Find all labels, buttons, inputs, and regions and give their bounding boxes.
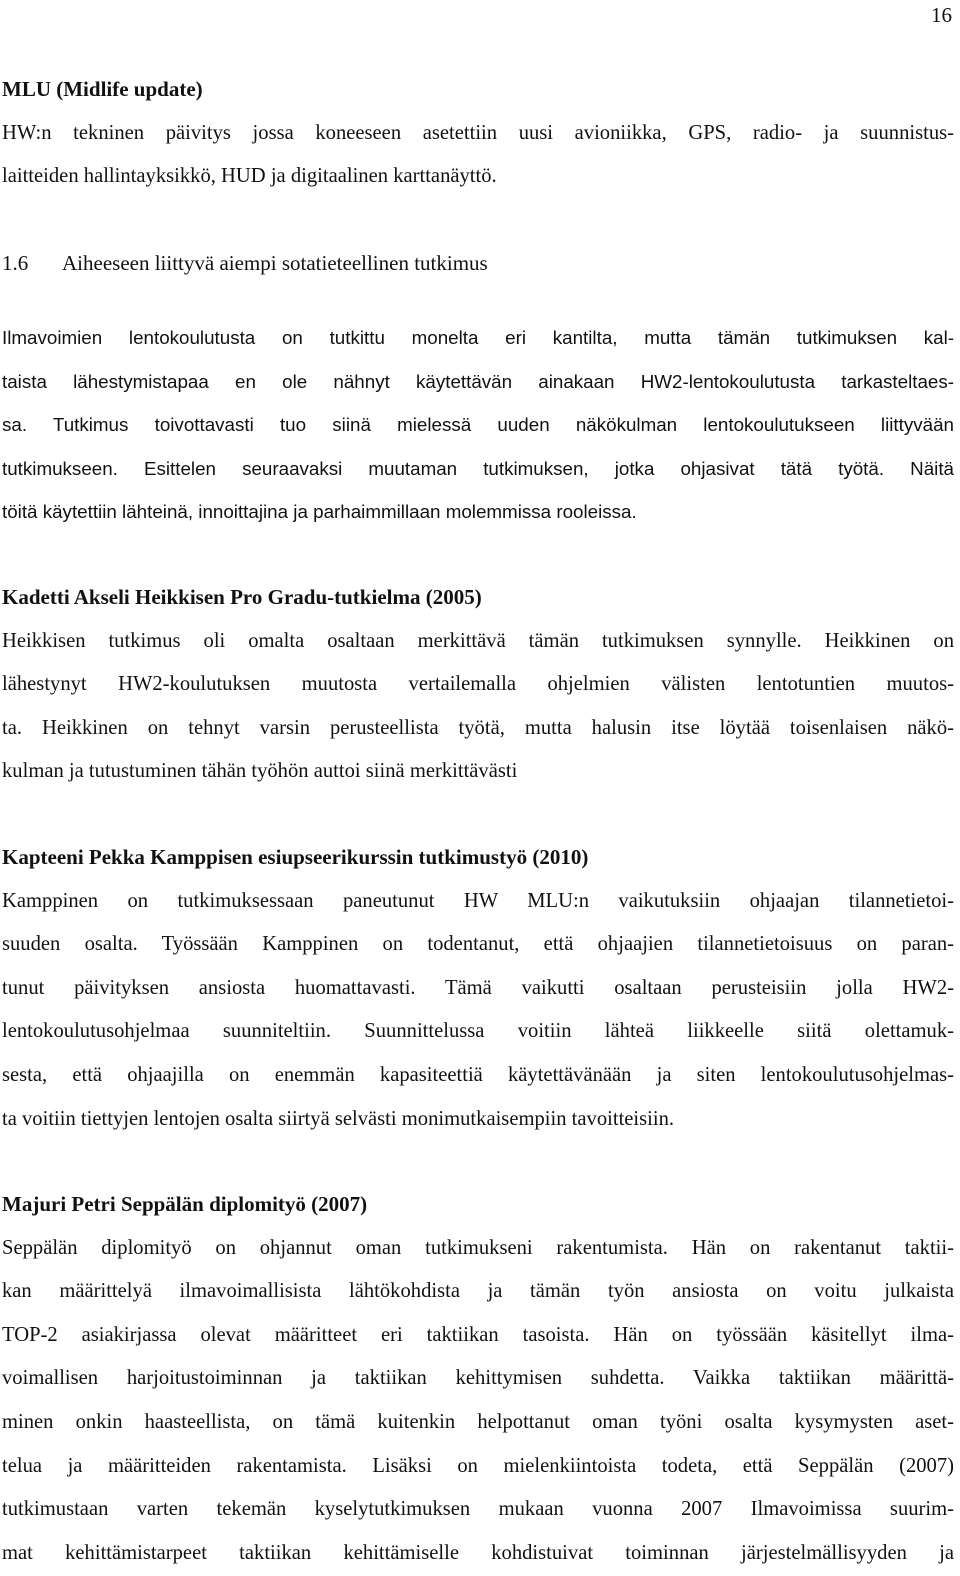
seppala-heading: Majuri Petri Seppälän diplomityö (2007) [2, 1192, 368, 1216]
paragraph-line: ta. Heikkinen on tehnyt varsin perusteellista työtä, mutta halusin itse löytää toisenlaisen näkö- [2, 716, 954, 739]
paragraph-line: ta voitiin tiettyjen lentojen osalta siirtyä selvästi monimutkaisempiin tavoitteisiin. [2, 1107, 675, 1130]
section-intro-paragraph [2, 316, 954, 534]
paragraph-line: kulman ja tutustuminen tähän työhön auttoi siinä merkittävästi [2, 760, 518, 783]
paragraph-line: tutkimukseen. Esittelen seuraavaksi muutaman tutkimuksen, jotka ohjasivat tätä työtä. Näitä [2, 457, 954, 479]
paragraph-line: suuden osalta. Työssään Kamppinen on todentanut, että ohjaajien tilannetietoisuus on paran- [2, 933, 954, 956]
kamppinen-section [2, 836, 954, 1141]
section-heading [2, 242, 954, 286]
paragraph-line: kan määrittelyä ilmavoimallisista lähtökohdista ja tämän työn ansiosta on voitu julkaista [2, 1280, 954, 1303]
paragraph-line: Heikkisen tutkimus oli omalta osaltaan merkittävä tämän tutkimuksen synnylle. Heikkinen on [2, 629, 954, 652]
paragraph-line: lähestynyt HW2-koulutuksen muutosta vertailemalla ohjelmien välisten lentotuntien muutos- [2, 673, 954, 696]
paragraph-line: Kamppinen on tutkimuksessaan paneutunut HW MLU:n vaikutuksiin ohjaajan tilannetietoi- [2, 889, 954, 912]
heikkinen-heading: Kadetti Akseli Heikkisen Pro Gradu-tutkielma (2005) [2, 585, 482, 609]
section-title: Aiheeseen liittyvä aiempi sotatieteellinen tutkimus [62, 251, 488, 275]
paragraph-line: voimallisen harjoitustoiminnan ja taktiikan kehittymisen suhdetta. Vaikka taktiikan määrittä- [2, 1367, 954, 1390]
paragraph-line: töitä käytettiin lähteinä, innoittajina ja parhaimmillaan molemmissa rooleissa. [2, 501, 637, 523]
section-number: 1.6 [2, 251, 29, 275]
paragraph-line: tunut päivityksen ansiosta huomattavasti. Tämä vaikutti osaltaan perusteisiin jolla HW2- [2, 976, 954, 999]
paragraph-line: Ilmavoimien lentokoulutusta on tutkittu monelta eri kantilta, mutta tämän tutkimuksen kal- [2, 327, 954, 348]
paragraph-line: telua ja määritteiden rakentamista. Lisäksi on mielenkiintoista todeta, että Seppälän (2007) [2, 1454, 954, 1477]
paragraph-line: sesta, että ohjaajilla on enemmän kapasiteettiä käytettävänään ja siten lentokoulutusohjelmas- [2, 1063, 954, 1086]
paragraph-line: minen onkin haasteellista, on tämä kuitenkin helpottanut oman työni osalta kysymysten aset- [2, 1410, 954, 1433]
seppala-section [2, 1183, 954, 1575]
paragraph-line: taista lähestymistapaa en ole nähnyt käytettävän ainakaan HW2-lentokoulutusta tarkasteltaes- [2, 370, 954, 392]
mlu-heading: MLU (Midlife update) [2, 77, 203, 101]
section-1-6 [2, 242, 954, 286]
page-number: 16 [931, 3, 952, 27]
kamppinen-heading: Kapteeni Pekka Kamppisen esiupseerikurssin tutkimustyö (2010) [2, 845, 589, 869]
paragraph-line: tutkimustaan varten tekemän kyselytutkimuksen mukaan vuonna 2007 Ilmavoimissa suurim- [2, 1498, 954, 1521]
paragraph-line: Seppälän diplomityö on ohjannut oman tutkimukseni rakentumista. Hän on rakentanut taktii- [2, 1236, 954, 1259]
mlu-line: laitteiden hallintayksikkö, HUD ja digitaalinen karttanäyttö. [2, 165, 497, 188]
mlu-line: HW:n tekninen päivitys jossa koneeseen asetettiin uusi avioniikka, GPS, radio- ja suunnistus- [2, 121, 954, 144]
paragraph-line: sa. Tutkimus toivottavasti tuo siinä mielessä uuden näkökulman lentokoulutukseen liittyvään [2, 414, 954, 436]
paragraph-line: TOP-2 asiakirjassa olevat määritteet eri taktiikan tasoista. Hän on työssään käsitellyt ilma- [2, 1323, 954, 1346]
paragraph-line: lentokoulutusohjelmaa suunniteltiin. Suunnittelussa voitiin lähteä liikkeelle siitä olettamuk- [2, 1020, 954, 1043]
heikkinen-section [2, 576, 954, 794]
mlu-definition [2, 68, 954, 199]
paragraph-line: mat kehittämistarpeet taktiikan kehittämiselle kohdistuivat toiminnan järjestelmällisyyden ja [2, 1541, 954, 1564]
